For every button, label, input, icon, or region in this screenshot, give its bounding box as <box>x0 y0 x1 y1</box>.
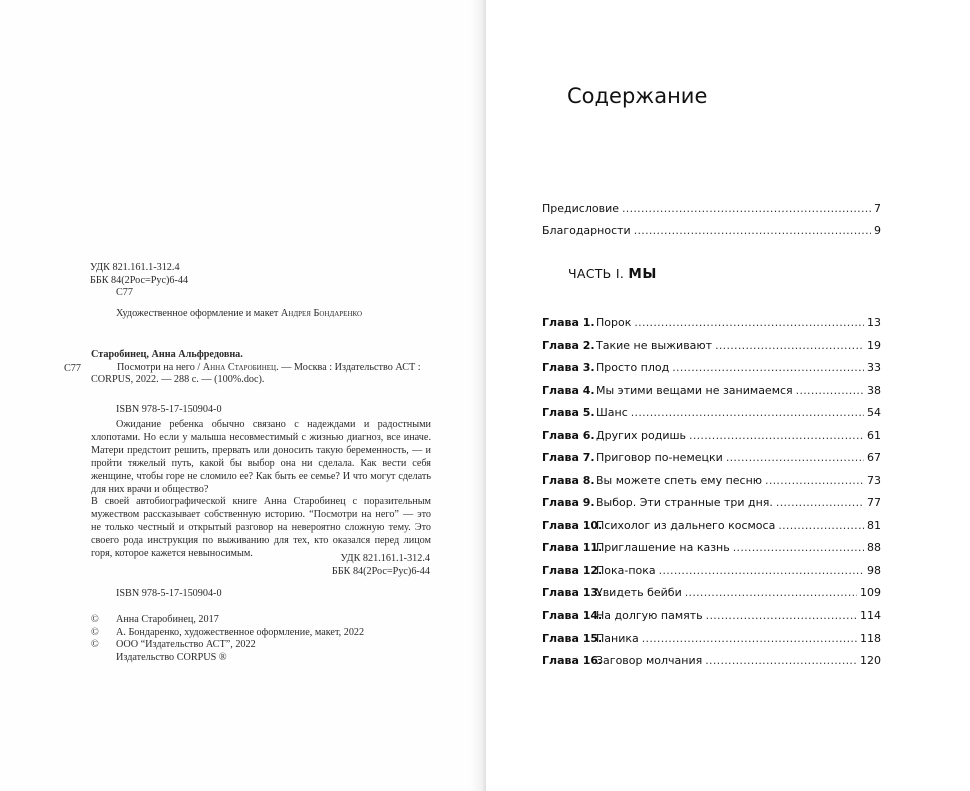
chapter-page: 38 <box>867 384 881 397</box>
chapter-page: 54 <box>867 406 881 419</box>
design-credit-prefix: Художественное оформление и макет <box>116 308 279 319</box>
chapter-page: 19 <box>867 339 881 352</box>
leader-dots <box>672 361 864 374</box>
isbn: ISBN 978-5-17-150904-0 <box>116 404 222 415</box>
chapter-label: Глава 15. <box>542 632 603 645</box>
toc-entry-title: Благодарности <box>542 224 631 237</box>
part-heading <box>568 266 657 282</box>
classification-block <box>90 262 188 300</box>
chapter-page: 33 <box>867 361 881 374</box>
chapter-page: 98 <box>867 564 881 577</box>
isbn-bottom: ISBN 978-5-17-150904-0 <box>116 588 222 599</box>
toc-chapter-row <box>542 474 881 487</box>
chapter-label: Глава 12. <box>542 564 603 577</box>
toc-chapter-row <box>542 496 881 509</box>
toc-chapter-row <box>542 632 881 645</box>
chapter-title: Вы можете спеть ему песню <box>596 474 763 487</box>
toc-chapter-row <box>542 451 881 464</box>
page-title: Содержание <box>567 84 708 108</box>
leader-dots <box>765 474 864 487</box>
chapter-title: Приглашение на казнь <box>596 541 730 554</box>
copyright-row: © Анна Старобинец, 2017 <box>91 614 219 625</box>
leader-dots <box>706 609 857 622</box>
chapter-page: 77 <box>867 496 881 509</box>
chapter-page: 120 <box>860 654 881 667</box>
catalog-line-2: CORPUS, 2022. — 288 с. — (100%.doc). <box>91 374 265 385</box>
copyright-symbol: © <box>91 626 99 638</box>
toc-front-matter-row <box>542 224 881 237</box>
cutter-code: С77 <box>116 287 133 298</box>
chapter-title: Мы этими вещами не занимаемся <box>596 384 793 397</box>
toc-chapter-row <box>542 609 881 622</box>
chapter-label: Глава 8. <box>542 474 595 487</box>
chapter-page: 109 <box>860 586 881 599</box>
copyright-row: © А. Бондаренко, художественное оформление, макет, 2022 <box>91 626 365 638</box>
design-credit <box>116 308 362 321</box>
chapter-title: Увидеть бейби <box>596 586 682 599</box>
chapter-title: Порок <box>596 316 632 329</box>
copyright-row: © ООО “Издательство АСТ”, 2022 <box>91 639 256 650</box>
chapter-page: 61 <box>867 429 881 442</box>
toc-page-number: 7 <box>874 202 881 215</box>
leader-dots <box>776 496 864 509</box>
bbk-code: ББК 84(2Рос=Рус)6-44 <box>90 274 189 286</box>
chapter-title: Заговор молчания <box>596 654 703 667</box>
design-credit-name: Андрея Бондаренко <box>280 308 363 319</box>
chapter-label: Глава 11. <box>542 541 603 554</box>
leader-dots <box>733 541 864 554</box>
chapter-label: Глава 9. <box>542 496 595 509</box>
chapter-label: Глава 2. <box>542 339 595 352</box>
chapter-page: 81 <box>867 519 881 532</box>
catalog-line-1: Посмотри на него / Анна Старобинец. — Москва : Издательство АСТ : <box>117 361 421 373</box>
toc-chapter-row <box>542 361 881 374</box>
chapter-label: Глава 14. <box>542 609 603 622</box>
leader-dots <box>778 519 864 532</box>
author-heading: Старобинец, Анна Альфредовна. <box>91 349 243 360</box>
leader-dots <box>634 224 871 237</box>
toc-chapter-row <box>542 429 881 442</box>
chapter-title: Шанс <box>596 406 628 419</box>
leader-dots <box>705 654 857 667</box>
chapter-title: На долгую память <box>596 609 703 622</box>
bbk-code-bottom: ББК 84(2Рос=Рус)6-44 <box>331 565 430 577</box>
leader-dots <box>622 202 871 215</box>
chapter-page: 73 <box>867 474 881 487</box>
chapter-label: Глава 6. <box>542 429 595 442</box>
copyright-symbol: © <box>91 614 99 625</box>
leader-dots <box>634 316 864 329</box>
chapter-label: Глава 10. <box>542 519 603 532</box>
leader-dots <box>659 564 864 577</box>
leader-dots <box>715 339 864 352</box>
imprint-page <box>0 0 484 791</box>
udk-code-bottom: УДК 821.161.1-312.4 <box>340 553 430 564</box>
toc-front-matter-row <box>542 202 881 215</box>
annotation <box>91 419 431 561</box>
chapter-title: Паника <box>596 632 639 645</box>
leader-dots <box>689 429 864 442</box>
classification-block-bottom <box>306 553 430 578</box>
leader-dots <box>726 451 864 464</box>
copyright-symbol: © <box>91 639 99 650</box>
leader-dots <box>642 632 857 645</box>
chapter-label: Глава 3. <box>542 361 595 374</box>
leader-dots <box>685 586 857 599</box>
copyright-row: Издательство CORPUS ® <box>116 651 227 663</box>
chapter-label: Глава 5. <box>542 406 595 419</box>
chapter-title: Такие не выживают <box>596 339 713 352</box>
annotation-paragraph: Ожидание ребенка обычно связано с надеждами и радостными хлопотами. Но если у малыша несовместимый с жизнью диагноз, все иначе. Матери предстоит решить, прервать или доносить такую беременность, — и пройти тяжелый путь, какой бы выбор она ни сделала. Как вести себя женщине, чтобы горе не сломило ее? Как быть ее семье? И что могут сделать для них врачи и общество? <box>91 419 431 495</box>
toc-chapter-row <box>542 316 881 329</box>
toc-chapter-row <box>542 564 881 577</box>
toc-chapter-row <box>542 654 881 667</box>
leader-dots <box>796 384 864 397</box>
chapter-page: 67 <box>867 451 881 464</box>
chapter-label: Глава 13. <box>542 586 603 599</box>
chapter-page: 13 <box>867 316 881 329</box>
udk-code: УДК 821.161.1-312.4 <box>90 262 180 273</box>
toc-page-number: 9 <box>874 224 881 237</box>
leader-dots <box>631 406 864 419</box>
chapter-title: Выбор. Эти странные три дня. <box>596 496 773 509</box>
toc-entry-title: Предисловие <box>542 202 619 215</box>
part-name: МЫ <box>628 266 657 282</box>
chapter-label: Глава 16. <box>542 654 603 667</box>
chapter-page: 88 <box>867 541 881 554</box>
annotation-paragraph: В своей автобиографической книге Анна Старобинец с поразительным мужеством рассказывает собственную историю. “Посмотри на него” — это не только честный и открытый разговор на невероятно сложную тему. Это своего рода инструкция по выживанию для тех, кто оказался перед лицом горя, которое кажется невыносимым. <box>91 496 431 560</box>
chapter-title: Других родишь <box>596 429 687 442</box>
chapter-page: 118 <box>860 632 881 645</box>
toc-chapter-row <box>542 519 881 532</box>
toc-chapter-row <box>542 384 881 397</box>
chapter-title: Психолог из дальнего космоса <box>596 519 776 532</box>
catalog-entry <box>91 349 421 387</box>
chapter-label: Глава 4. <box>542 384 595 397</box>
chapter-page: 114 <box>860 609 881 622</box>
chapter-title: Просто плод <box>596 361 670 374</box>
copyright-list <box>91 614 364 664</box>
toc-chapter-row <box>542 541 881 554</box>
cutter-margin-mark: С77 <box>64 363 81 374</box>
toc-chapter-row <box>542 339 881 352</box>
chapter-label: Глава 1. <box>542 316 595 329</box>
chapter-title: Пока-пока <box>596 564 656 577</box>
toc-chapter-row <box>542 586 881 599</box>
part-label: ЧАСТЬ I. <box>568 266 625 281</box>
toc-chapter-row <box>542 406 881 419</box>
chapter-title: Приговор по-немецки <box>596 451 723 464</box>
chapter-label: Глава 7. <box>542 451 595 464</box>
